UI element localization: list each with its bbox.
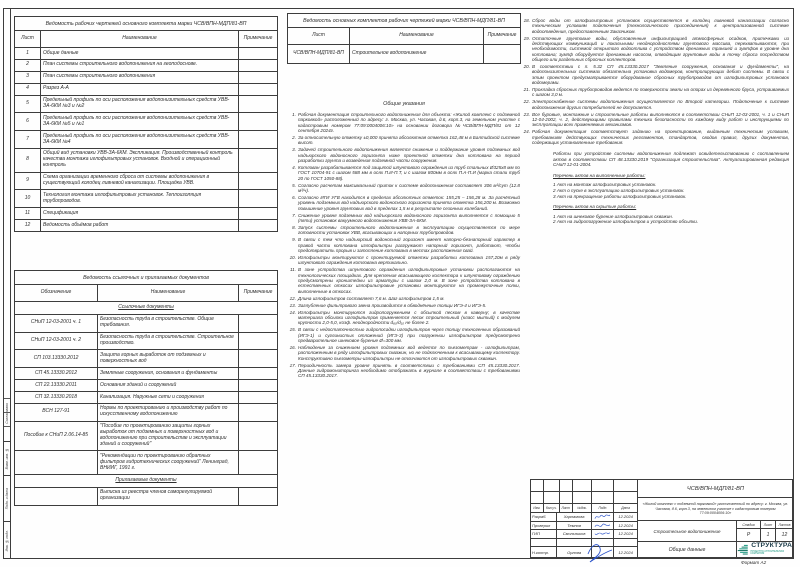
table-row bbox=[15, 451, 278, 475]
note-item bbox=[289, 165, 520, 181]
sheet-title: Предельный профиль по оси расположения водопонизительных средств УВВ-ЗА-6КМ №5 и №1 bbox=[41, 113, 239, 131]
note-item bbox=[523, 18, 789, 34]
note-number: 6. bbox=[292, 195, 296, 200]
sheet-title: План системы строительного водопонижения на геоподоснове. bbox=[41, 59, 239, 71]
note-item bbox=[289, 147, 520, 163]
rev-cell bbox=[531, 480, 544, 491]
set-name: Строительное водопонижение bbox=[350, 45, 484, 64]
role-name: Харламова bbox=[557, 513, 593, 521]
drawing-sets-table bbox=[287, 13, 521, 64]
role-row-normcontrol bbox=[531, 547, 637, 557]
margin-label: Инв. № подл. bbox=[5, 529, 9, 552]
doc-name: Безопасность труда в строительстве. Общие требования. bbox=[98, 314, 239, 332]
company-logo bbox=[737, 542, 793, 557]
note-number: 20. bbox=[523, 64, 530, 70]
table-header-row bbox=[15, 31, 278, 48]
col-header-note: Примечание bbox=[239, 31, 278, 48]
col-header-code: Обозначение bbox=[15, 285, 98, 302]
note-text: Рабочая документация соответствует заданию на проектирование, выданным техническим условиям, требованиям действующих технических регламентов, стандартов, сводов правил, других документов, содержащих установленные требования. bbox=[532, 129, 789, 146]
table-row bbox=[15, 368, 278, 380]
doc-note bbox=[239, 314, 278, 332]
structura-logo-icon bbox=[737, 543, 749, 556]
sheet-number: 11 bbox=[15, 208, 41, 220]
note-item bbox=[289, 237, 520, 253]
note-number: 8. bbox=[292, 224, 296, 230]
signature bbox=[592, 522, 614, 530]
note-item bbox=[523, 129, 789, 145]
sheet-note bbox=[239, 48, 278, 60]
set-name: Строительное водопонижение bbox=[638, 521, 736, 542]
sheet-number-value: 1 bbox=[761, 529, 776, 541]
note-number: 1. bbox=[292, 112, 296, 117]
doc-code: ВСН 127-91 bbox=[15, 403, 98, 421]
role-row-developer bbox=[531, 513, 637, 522]
note-item bbox=[523, 87, 789, 98]
table-title: Ведомость ссылочных и прилагаемых документов bbox=[15, 271, 278, 285]
sheets-label: Листов bbox=[778, 522, 791, 527]
col-header-note: Примечание bbox=[239, 285, 278, 302]
sheet-number: 12 bbox=[15, 220, 41, 232]
rev-cell bbox=[544, 480, 560, 491]
table-row bbox=[15, 380, 278, 392]
general-notes-column-1 bbox=[289, 112, 520, 380]
note-number: 4. bbox=[292, 165, 296, 171]
sheet-title: Схема организации временного сброса от системы водопонижения в существующий колодец ливневой канализации. Площадка УВВ. bbox=[41, 172, 239, 190]
role-label bbox=[531, 539, 557, 547]
note-number: 14. bbox=[289, 309, 296, 315]
note-number: 15. bbox=[289, 327, 296, 333]
role-date: 12.2024 bbox=[618, 514, 633, 520]
sheet-title: Ведомость объёмов работ bbox=[41, 220, 239, 232]
note-number: 23. bbox=[523, 111, 530, 117]
margin-divider bbox=[4, 426, 10, 427]
col-header-name: Наименование bbox=[41, 31, 239, 48]
rev-cell bbox=[614, 492, 637, 503]
note-text: Периодичность замера уровня принять в соответствии с требованиями СП 45.13330.2017. Данные гидромониторинга необходимо отображать в журнале в соответствии с требованиями СП 45.13330.2017. bbox=[298, 362, 520, 379]
title-block bbox=[530, 479, 793, 558]
rev-cell bbox=[531, 492, 544, 503]
note-item bbox=[289, 183, 520, 194]
note-number: 3. bbox=[292, 147, 296, 153]
reference-docs-table bbox=[14, 270, 278, 506]
sheet-note bbox=[239, 131, 278, 149]
role-label: Разраб. bbox=[531, 513, 557, 521]
sheet-number: 4 bbox=[15, 83, 41, 95]
note-number: 9. bbox=[292, 237, 296, 243]
note-number: 13. bbox=[289, 302, 296, 308]
note-number: 11. bbox=[289, 267, 296, 273]
note-number: 21. bbox=[523, 87, 530, 93]
table-row bbox=[15, 148, 278, 172]
table-title-row bbox=[15, 271, 278, 285]
doc-name: Нормы по проектированию и производству работ по искусственному водопонижению bbox=[98, 403, 239, 421]
sheet-note bbox=[239, 83, 278, 95]
signature bbox=[592, 539, 614, 547]
note-text: Котлован разрабатывается под защитой шпунтового ограждения из труб стальных Ø325х8 мм по ГОСТ 10704-91 с шагом 588 мм в осях П.И-П.Т, и с шагом 800мм в осях П.А-П.И (марка стали труб 20 по ГОСТ 1050-88). bbox=[298, 165, 520, 181]
doc-code: СП 45.13330.2012 bbox=[15, 368, 98, 380]
stage-values-row bbox=[737, 529, 793, 542]
sheet-note bbox=[239, 190, 278, 208]
table-row bbox=[15, 59, 278, 71]
rev-header: Лист bbox=[560, 504, 573, 512]
note-item bbox=[289, 112, 520, 133]
note-text: В зоне устройства шпунтового ограждения иглофильтровые установки располагаются на технологических площадках. Для крепления всасывающего коллектора к шпунтовому ограждению предусмотрены кронштейны из арматуры с шагом 2,0 м. В зоне устройства котлована в естественных откосах иглофильтровые установки монтируются на промежуточные полки, выполненные в откосах. bbox=[298, 267, 520, 294]
document-code: ЧСВ/ВПН-МДП/81-ВП bbox=[638, 480, 793, 498]
table-row bbox=[15, 332, 278, 350]
rev-cell bbox=[544, 492, 560, 503]
role-name: Орлова bbox=[557, 547, 593, 557]
table-row bbox=[15, 48, 278, 60]
note-item bbox=[289, 310, 520, 326]
table-row bbox=[15, 403, 278, 421]
sheet-number: 1 bbox=[15, 48, 41, 60]
margin-cell-soglasovano bbox=[4, 386, 10, 441]
sheet-number: 10 bbox=[15, 190, 41, 208]
table-row bbox=[15, 172, 278, 190]
note-number: 18. bbox=[523, 18, 530, 23]
rev-header: Изм. bbox=[531, 504, 544, 512]
doc-code bbox=[15, 487, 98, 505]
section-referenced-docs: Ссылочные документы bbox=[15, 302, 278, 315]
section-attached-docs: Прилагаемые документы bbox=[15, 474, 278, 487]
sheet-title: Разрез А-А bbox=[41, 83, 239, 95]
act-item: 2 Акт о пуске в эксплуатацию иглофильтровых установок. bbox=[553, 187, 685, 193]
signature-stroke bbox=[593, 530, 612, 538]
table-row bbox=[15, 190, 278, 208]
signature bbox=[592, 547, 614, 557]
rev-header: Дата bbox=[621, 506, 630, 510]
stage-header-row bbox=[737, 521, 793, 529]
rev-header: Кол.уч. bbox=[544, 504, 560, 512]
note-item bbox=[523, 112, 789, 128]
doc-code: СП 22.13330.2011 bbox=[15, 380, 98, 392]
note-text: Прокладка сбросных трубопроводов ведется по поверхности земли на опорах из деревянного бруса, устраиваемых с шагом 3,0 м. bbox=[532, 87, 789, 98]
col-header-list: Лист bbox=[288, 28, 350, 45]
doc-name: Защита горных выработок от подземных и поверхностных вод bbox=[98, 350, 239, 368]
revision-header-row bbox=[531, 504, 637, 513]
table-row bbox=[15, 421, 278, 451]
set-code: ЧСВ/ВПН-МДП/81-ВП bbox=[288, 45, 350, 64]
doc-note bbox=[239, 332, 278, 350]
doc-code: СП 32.13330.2018 bbox=[15, 392, 98, 404]
table-row bbox=[15, 131, 278, 149]
note-number: 17. bbox=[289, 362, 296, 368]
role-label: Проверил bbox=[531, 522, 557, 530]
role-date: 12.2024 bbox=[618, 531, 633, 537]
doc-note bbox=[239, 350, 278, 368]
doc-name: "Пособие по проектированию защиты горных выработок от подземных и поверхностных вод и водопонижению при строительстве и эксплуатации зданий и сооружений" bbox=[98, 421, 239, 451]
note-text: Иглофильтры монтируются с проектируемой отметки разработки котлована 157,20м в ряду шпунтового ограждения котлована вертикально. bbox=[298, 254, 520, 266]
note-item bbox=[523, 64, 789, 85]
note-item bbox=[289, 255, 520, 266]
margin-cell-podp bbox=[4, 475, 10, 521]
sheet-note bbox=[239, 208, 278, 220]
note-number: 19. bbox=[523, 35, 530, 41]
doc-note bbox=[239, 421, 278, 451]
general-notes-title: Общие указания bbox=[383, 101, 425, 107]
note-text: Наблюдение за снижением уровня подземных вод ведется по пьезометрам - иглофильтрам, расположенным в ряду иглофильтровых скважин, но не подключенным к всасывающему коллектору. Конструктивно пьезометры-иглофильтры не отличаются от иглофильтровых скважин. bbox=[298, 344, 520, 361]
note-item bbox=[289, 345, 520, 361]
table-row bbox=[288, 45, 521, 64]
note-text: В связи с тем что надъюрский водоносный горизонт имеет напорно-безнапорный характер в правой части котлована иглофильтры разгружают напорный горизонт, работают, чтобы предотвратить прорыв и затопление котлована в местах расположения свай. bbox=[298, 237, 520, 254]
rev-cell bbox=[614, 480, 637, 491]
table-row bbox=[15, 314, 278, 332]
note-number: 12. bbox=[289, 295, 296, 301]
working-drawings-table bbox=[14, 16, 278, 232]
acts-done-title: Перечень актов на выполненные работы: bbox=[553, 172, 646, 178]
signature-stroke bbox=[593, 522, 612, 530]
note-text: Иглофильтры монтируются гидропогружением с обсыпкой песком в каверну; в качестве материала обсыпки иглофильтров применяется песок строительный (класс мытый) с модулем крупности 2,0-5,0, коэф. неоднородности d₆₀/d₁₀ не более 2. bbox=[298, 309, 520, 326]
note-text: В связи с недостаточностью гидропосадки иглофильтров через толщу техногенных образований (ИГЭ-1) и суглинистых отложений (ИГЭ-3) при погружении иглофильтров предусмотрено предварительное шнековое бурение Ø=300 мм. bbox=[298, 327, 520, 343]
sheet-note bbox=[239, 59, 278, 71]
doc-code: СНиП 12-03-2001 ч. 1 bbox=[15, 314, 98, 332]
margin-cell-vzam bbox=[4, 441, 10, 475]
sheet-title: Технология монтажа иглофильтровых установок. Теплоизоляция трубопроводов. bbox=[41, 190, 239, 208]
sheet-title: План системы строительного водопонижения bbox=[41, 71, 239, 83]
note-item bbox=[289, 213, 520, 224]
doc-name: Безопасность труда в строительстве. Строительное производство. bbox=[98, 332, 239, 350]
table-title-row bbox=[288, 14, 521, 28]
revision-row bbox=[531, 492, 637, 504]
rev-cell bbox=[560, 480, 573, 491]
sheet-label: Лист bbox=[761, 521, 776, 528]
acts-block bbox=[553, 151, 789, 224]
note-text: Заглубление фильтрового звена производится в обводнённые толщи ИГЭ-4 и ИГЭ-5. bbox=[298, 302, 487, 308]
table-row bbox=[15, 71, 278, 83]
sheet-note bbox=[239, 71, 278, 83]
note-text: Все буровые, монтажные и строительные работы выполняются в соответствии СНиП 12-03-2001, ч. 1 и СНиП 12-04-2002, ч. 2, действующими правилами техники безопасности по каждому виду работ и инструкциями по эксплуатации всех применяемых механизмов. bbox=[532, 111, 789, 128]
doc-name: Основания зданий и сооружений bbox=[98, 380, 239, 392]
doc-code: Пособие к СНиП 2.06.14-85 bbox=[15, 421, 98, 451]
rev-cell bbox=[592, 492, 614, 503]
note-item bbox=[289, 327, 520, 343]
signature bbox=[592, 513, 614, 521]
stage-value: Р bbox=[737, 529, 761, 541]
role-row-gip bbox=[531, 530, 637, 539]
table-header-row bbox=[15, 285, 278, 302]
note-number: 5. bbox=[292, 182, 296, 188]
sheet-number: 2 bbox=[15, 59, 41, 71]
table-row bbox=[15, 83, 278, 95]
note-number: 16. bbox=[289, 344, 296, 350]
role-row-blank bbox=[531, 539, 637, 548]
doc-note bbox=[239, 392, 278, 404]
sheet-note bbox=[239, 148, 278, 172]
sheet-number: 7 bbox=[15, 131, 41, 149]
note-number: 22. bbox=[523, 99, 530, 105]
acts-intro: Работы при устройстве системы водопонижения подлежат освидетельствованию с составлением актов в соответствии СП 48.13330.2019 "Организация строительства". Актуализированная редакция СНиП 12-01-2004. bbox=[553, 151, 789, 168]
table-row bbox=[15, 487, 278, 505]
doc-code bbox=[15, 451, 98, 475]
logo-name: СТРУКТУРА bbox=[751, 542, 793, 550]
signature bbox=[592, 530, 614, 538]
section-row bbox=[15, 302, 278, 315]
sheet-title: Предельный профиль по оси расположения водопонизительных средств УВВ-ЗА-6КМ №3 и №2 bbox=[41, 95, 239, 113]
note-item bbox=[289, 296, 520, 301]
sheet-number: 9 bbox=[15, 172, 41, 190]
note-item bbox=[523, 99, 789, 110]
rev-header: Подп. bbox=[592, 504, 614, 512]
title-block-left bbox=[531, 480, 638, 557]
margin-label: Подп. и дата bbox=[5, 487, 9, 510]
rev-cell bbox=[573, 480, 593, 491]
note-item bbox=[289, 195, 520, 211]
doc-note bbox=[239, 487, 278, 505]
role-row-checker bbox=[531, 522, 637, 531]
acts-hidden-title: Перечень актов на скрытые работы: bbox=[553, 204, 637, 210]
sheets-total-value: 12 bbox=[781, 532, 788, 538]
margin-label: Согласовано bbox=[5, 403, 9, 424]
margin-label: Взам. инв. № bbox=[5, 447, 9, 470]
col-header-name: Наименование bbox=[98, 285, 239, 302]
act-item: 1 Акт на монтаж иглофильтровых установок. bbox=[553, 181, 657, 187]
note-item bbox=[289, 267, 520, 294]
table-row bbox=[15, 350, 278, 368]
sheet-note bbox=[239, 113, 278, 131]
format-note: Формат А2 bbox=[741, 559, 767, 565]
col-header-note: Примечание bbox=[484, 28, 521, 45]
note-text: Снижение уровня подземных вод надъюрского водоносного горизонта выполняется с помощью 5 (пяти) установок вакуумного водопонижения УВВ-ЗА-6КМ. bbox=[298, 212, 520, 224]
table-header-row bbox=[288, 28, 521, 45]
section-row bbox=[15, 474, 278, 487]
note-item bbox=[289, 363, 520, 379]
general-notes-column-2 bbox=[523, 18, 789, 225]
doc-code: СНиП 12-03-2001 ч. 2 bbox=[15, 332, 98, 350]
note-text: Согласно расчетам максимальный приток к системе водопонижения составляет 306 м³/сут (12.8 м³/ч). bbox=[298, 182, 520, 194]
table-row bbox=[15, 95, 278, 113]
note-number: 7. bbox=[292, 212, 296, 218]
table-row bbox=[15, 220, 278, 232]
note-text: Сброс воды от иглофильтровых установок осуществляется в колодец ливневой канализации согласно техническим условиям подключения (технологического присоединения) к централизованной системе водоотведения, предоставленным Заказчиком. bbox=[532, 18, 789, 34]
sheet-number: 3 bbox=[15, 71, 41, 83]
rev-cell bbox=[560, 492, 573, 503]
act-item: 2 Акт на гидропогружение иглофильтров и устройство обсыпки. bbox=[553, 219, 699, 225]
note-item bbox=[523, 36, 789, 63]
sheet-note bbox=[239, 172, 278, 190]
note-number: 24. bbox=[523, 129, 530, 135]
note-text: Запуск системы строительного водопонижения в эксплуатацию осуществляется по мере готовности установок УВВ, всасывающих и напорных трубопроводов. bbox=[298, 224, 520, 236]
role-date bbox=[614, 539, 637, 547]
note-item bbox=[289, 225, 520, 236]
rev-cell bbox=[592, 480, 614, 491]
note-number: 10. bbox=[289, 254, 296, 260]
role-date: 12.2024 bbox=[618, 522, 633, 528]
sheet-note bbox=[239, 95, 278, 113]
sheet-note bbox=[239, 220, 278, 232]
margin-divider bbox=[4, 398, 10, 399]
doc-note bbox=[239, 368, 278, 380]
role-label: Н.контр. bbox=[531, 547, 557, 557]
title-block-stage bbox=[737, 521, 793, 557]
margin-divider bbox=[4, 412, 10, 413]
sheet-title: Общие данные bbox=[41, 48, 239, 60]
note-item bbox=[289, 303, 520, 308]
role-date: 12.2024 bbox=[618, 549, 633, 555]
note-number: 2. bbox=[292, 135, 296, 141]
revision-row bbox=[531, 480, 637, 492]
margin-cell-inv bbox=[4, 521, 10, 559]
table-title: Ведомость рабочих чертежей основного комплекта марки ЧСВ/ВПН-МДП/81-ВП bbox=[15, 17, 278, 31]
table-title: Ведомость основных комплектов рабочих чертежей марки ЧСВ/ВПН-МДП/81-ВП bbox=[288, 14, 521, 28]
act-item: 1 Акт на шнековое бурение иглофильтровых скважин. bbox=[553, 213, 674, 219]
note-text: Остаточные грунтовые воды, обусловленные инфильтрацией атмосферных осадков, притечками из действующих коммуникаций и локальными неоднородностями грунтового массива, перехватываются, при необходимости, системой открытого водоотлива с устройством дренажных траншей и зумпфов в уровне дна котлована; зумпф оборудуется дренажным насосом, отводящим грунтовые воды в точку сброса посредством общего или раздельных сбросных коллекторов. bbox=[532, 35, 789, 63]
sheet-number: 8 bbox=[15, 148, 41, 172]
doc-name: "Рекомендации по проектированию обратных фильтров гидротехнических сооружений" Ленинград, ВНИИГ, 1991 г. bbox=[98, 451, 239, 475]
table-row bbox=[15, 392, 278, 404]
title-block-right bbox=[638, 480, 793, 557]
set-note bbox=[484, 45, 521, 64]
sheet-title: Спецификация bbox=[41, 208, 239, 220]
act-item: 3 Акт на прекращение работы иглофильтровых установок. bbox=[553, 193, 687, 199]
doc-code: СП 103.13330.2012 bbox=[15, 350, 98, 368]
role-name: Темнов bbox=[557, 522, 593, 530]
note-item bbox=[289, 135, 520, 146]
note-text: Электроснабжение системы водопонижения осуществляется по Второй категории. Подключение к системе водопонижения других потребителей не допускается. bbox=[532, 99, 789, 110]
note-text: В соответствии с п. 5.32 СП 45.13330.2017 "Земляные сооружения, основания и фундаменты", на водопонизительных системах обязательна установка водомеров, контролирующих дебит системы. В связи с этим проектом предусматривается оборудование сбросных трубопроводов от иглофильтровых установок водомерами. bbox=[532, 64, 789, 86]
rev-cell bbox=[573, 492, 593, 503]
stage-label: Стадия bbox=[737, 521, 761, 528]
sheet-title: Предельный профиль по оси расположения водопонизительных средств УВВ-ЗА-6КМ №4 bbox=[41, 131, 239, 149]
doc-note bbox=[239, 403, 278, 421]
note-text: Согласно ИГИ УГВ находится в пределах абсолютных отметок: 155,25 – 156,28 м. За расчётный уровень подземных вод надъюрского водоносного горизонта принята отметка 156,200 м. Возможно повышение уровня грунтовых вод в пределах 1,5 м в результате сезонных колебаний. bbox=[298, 195, 520, 211]
table-row bbox=[15, 113, 278, 131]
doc-note bbox=[239, 380, 278, 392]
sheet-number: 6 bbox=[15, 113, 41, 131]
col-header-name: Наименование bbox=[350, 28, 484, 45]
doc-name: Канализация. Наружные сети и сооружения bbox=[98, 392, 239, 404]
note-text: Рабочая документация строительного водопонижения для объекта: «Жилой комплекс с подземной парковкой» расположенный по адресу: г. Москва, ул. Часовая, д.6, корп.3, на земельном участке с кадастровым номером 77:09:0004006:10» на основании договора №ЧСВ/ВПН-МДП/81 от 12 сентября 2024г. bbox=[298, 112, 520, 134]
doc-note bbox=[239, 451, 278, 475]
sheet-name: Общие данные bbox=[668, 546, 706, 553]
note-text: За относительную отметку ±0,000 принята абсолютная отметка 162,48 м в Балтийской системе высот. bbox=[298, 135, 520, 146]
sheet-title: Общий вид установки УВВ-ЗА-6КМ. Экспликация. Производственный контроль качества монтажа иглофильтровых установок. Входной и операционный контроль bbox=[41, 148, 239, 172]
note-text: Задачей строительного водопонижения является снижение и поддержание уровня подземных вод надъюрского водоносного горизонта ниже проектной отметки дна котлована на период разработки грунта и возведения подземной части сооружения. bbox=[298, 147, 520, 164]
sheet-number: 5 bbox=[15, 95, 41, 113]
table-title-row bbox=[15, 17, 278, 31]
table-row bbox=[15, 208, 278, 220]
left-margin-strip bbox=[3, 8, 11, 559]
role-name: Смольников bbox=[557, 530, 593, 538]
doc-name: Земляные сооружения, основания и фундаменты bbox=[98, 368, 239, 380]
rev-header: №док. bbox=[573, 504, 593, 512]
doc-name: Выписка из реестра членов саморегулируемой организации bbox=[98, 487, 239, 505]
note-text: Длина иглофильтров составляет 7,6 м. Шаг иглофильтров 1,5 м. bbox=[298, 295, 445, 301]
logo-subtitle: ПРОЕКТНО-СТРОИТЕЛЬНАЯ КОМПАНИЯ bbox=[750, 549, 784, 556]
title-block-names bbox=[638, 521, 737, 557]
object-name: «Жилой комплекс с подземной парковкой» расположенный по адресу: г. Москва, ул. Часовая, д.6, корп.3, на земельном участке с кадастровым номером 77:09:0004006:10» bbox=[638, 498, 793, 521]
role-name bbox=[557, 539, 593, 547]
role-label: ГИП bbox=[531, 530, 557, 538]
signature-stroke bbox=[593, 513, 612, 521]
col-header-list: Лист bbox=[15, 31, 41, 48]
